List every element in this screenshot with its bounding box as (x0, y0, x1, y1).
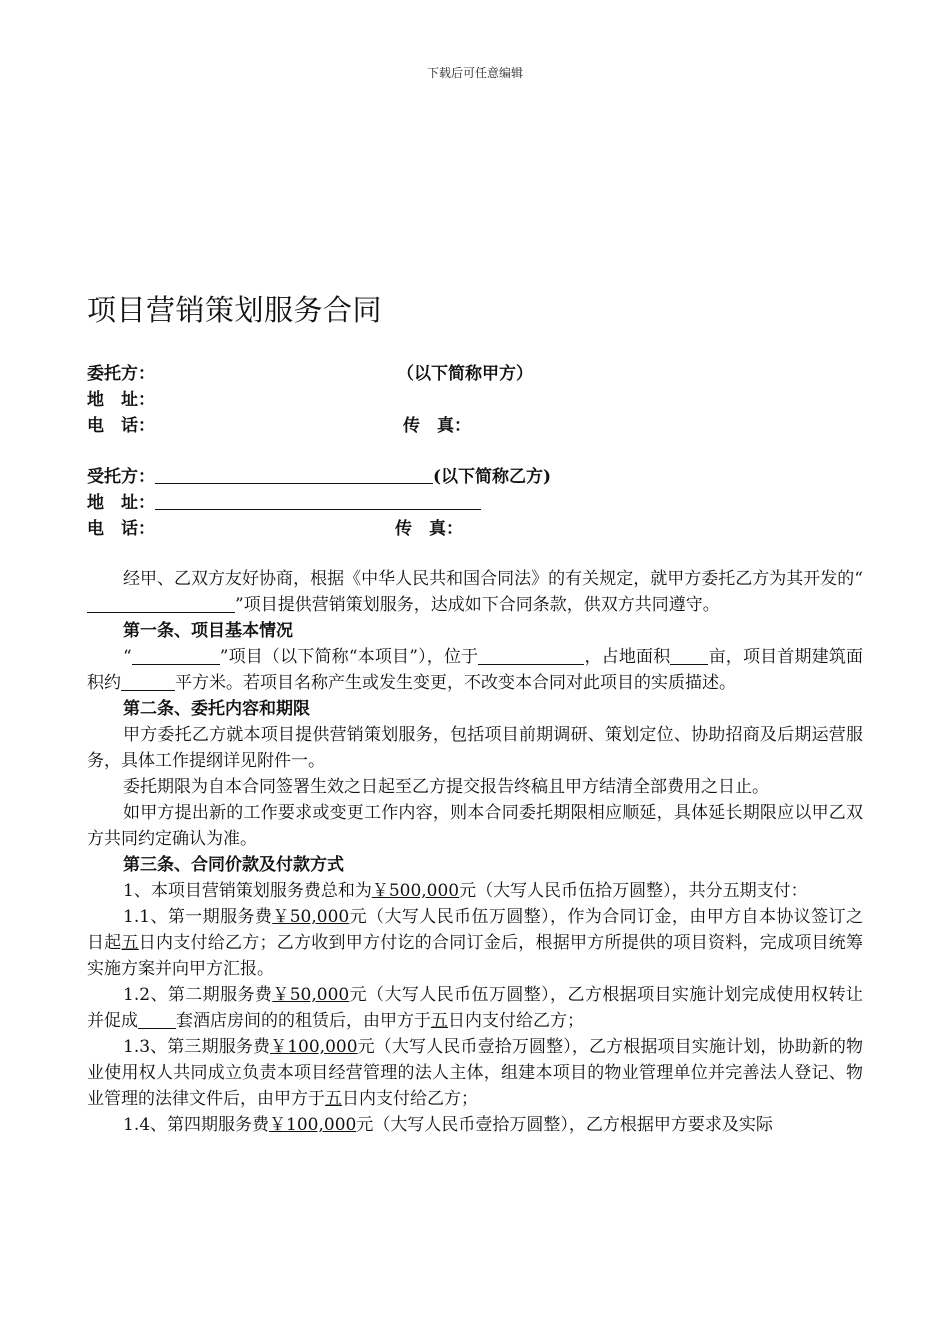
location-blank[interactable] (478, 646, 584, 665)
article-1-heading: 第一条、项目基本情况 (123, 621, 293, 641)
intro-paragraph (87, 566, 863, 618)
article-1-paragraph (87, 644, 863, 696)
payment-1-2-amount: ￥50,000 (272, 985, 350, 1005)
article-2-heading: 第二条、委托内容和期限 (123, 699, 310, 719)
payment-1-2-days: 五 (431, 1011, 448, 1031)
client-suffix: （以下简称甲方） (397, 364, 533, 384)
article-2-paragraph-1: 甲方委托乙方就本项目提供营销策划服务，包括项目前期调研、策划定位、协助招商及后期运营服务，具体工作提纲详见附件一。 (87, 725, 863, 771)
payment-1-1 (87, 904, 863, 982)
payment-1-1-amount: ￥50,000 (272, 907, 350, 927)
party-b-agent-row (87, 464, 787, 490)
article-1-text-3: ，占地面积 (584, 647, 671, 667)
intro-text-a: 经甲、乙双方友好协商，根据《中华人民共和国合同法》的有关规定，就甲方委托乙方为其开发的“ (123, 569, 863, 589)
payment-1-4-text-a: 1.4、第四期服务费 (123, 1115, 270, 1135)
party-a-address-row (87, 387, 787, 413)
land-area-blank[interactable] (670, 646, 708, 665)
document-title: 项目营销策划服务合同 (87, 293, 383, 327)
article-1-text-5: 平方米。若项目名称产生或发生变更，不改变本合同对此项目的实质描述。 (175, 673, 736, 693)
building-area-blank[interactable] (121, 672, 175, 691)
payment-1-4-text-b: 元（大写人民币壹拾万圆整），乙方根据甲方要求及实际 (356, 1115, 773, 1135)
payment-1-3-amount: ￥100,000 (270, 1037, 358, 1057)
project-name-blank[interactable] (87, 594, 235, 613)
client-label: 委托方： (87, 364, 155, 384)
phone-label: 电 话： (87, 519, 155, 539)
party-a-phone-row (87, 413, 787, 439)
address-label: 地 址： (87, 390, 155, 410)
payment-1-4-amount: ￥100,000 (269, 1115, 357, 1135)
party-b-phone-row (87, 516, 787, 542)
agent-label: 受托方： (87, 467, 155, 487)
payment-1-2 (87, 982, 863, 1034)
payment-1-1-text-a: 1.1、第一期服务费 (123, 907, 273, 927)
fax-label: 传 真： (403, 416, 471, 436)
party-b-address-row (87, 490, 787, 516)
party-a-client-row (87, 361, 787, 387)
article-1-text-2: ”项目（以下简称“本项目”），位于 (219, 647, 479, 667)
phone-label: 电 话： (87, 416, 155, 436)
room-count-blank[interactable] (138, 1010, 176, 1029)
contract-body (87, 566, 863, 1138)
payment-1-3-days: 五 (325, 1089, 342, 1109)
project-title-blank[interactable] (132, 646, 220, 665)
total-fee-amount: ￥500,000 (371, 881, 460, 901)
agent-address-blank[interactable] (155, 491, 481, 510)
payment-1-3 (87, 1034, 863, 1112)
payment-1-3-text-c: 日内支付给乙方； (342, 1089, 478, 1109)
header-note: 下载后可任意编辑 (426, 66, 523, 80)
fee-text-a: 1、本项目营销策划服务费总和为 (123, 881, 372, 901)
payment-1-2-text-c: 套酒店房间的的租赁后，由甲方于 (176, 1011, 431, 1031)
intro-text-b: ”项目提供营销策划服务，达成如下合同条款，供双方共同遵守。 (235, 595, 720, 615)
article-2-paragraph-3: 如甲方提出新的工作要求或变更工作内容，则本合同委托期限相应顺延，具体延长期限应以甲乙双方共同约定确认为准。 (87, 803, 863, 849)
party-b-block (87, 464, 787, 542)
payment-1-1-text-b: 元（大写人民币伍万圆整），作为合同订金，由甲方自本协议签订之日起 (87, 907, 864, 953)
fax-label: 传 真： (395, 519, 463, 539)
fee-text-b: 元（大写人民币伍拾万圆整），共分五期支付： (459, 881, 808, 901)
article-1-text-1: “ (123, 647, 132, 667)
article-2-paragraph-2: 委托期限为自本合同签署生效之日起至乙方提交报告终稿且甲方结清全部费用之日止。 (123, 777, 769, 797)
payment-1-2-text-d: 日内支付给乙方； (448, 1011, 584, 1031)
payment-1-1-days: 五 (121, 933, 139, 953)
agent-name-blank[interactable] (155, 465, 433, 484)
article-1-text-4: 亩，项目首期建筑面积约 (87, 647, 864, 693)
payment-1-4 (87, 1112, 863, 1138)
article-3-heading: 第三条、合同价款及付款方式 (123, 855, 344, 875)
payment-1-2-text-a: 1.2、第二期服务费 (123, 985, 273, 1005)
payment-1-3-text-a: 1.3、第三期服务费 (123, 1037, 271, 1057)
payment-1-1-text-c: 日内支付给乙方；乙方收到甲方付讫的合同订金后，根据甲方所提供的项目资料，完成项目统筹实施方案并向甲方汇报。 (87, 933, 863, 979)
agent-suffix: (以下简称乙方) (433, 467, 552, 487)
address-label: 地 址： (87, 493, 155, 513)
payment-1-3-text-b: 元（大写人民币壹拾万圆整），乙方根据项目实施计划，协助新的物业使用权人共同成立负责本项目经营管理的法人主体，组建本项目的物业管理单位并完善法人登记、物业管理的法律文件后，由甲方于 (87, 1037, 863, 1109)
payment-1-2-text-b: 元（大写人民币伍万圆整），乙方根据项目实施计划完成使用权转让并促成 (87, 985, 864, 1031)
article-3-paragraph-1 (87, 878, 863, 904)
party-a-block (87, 361, 787, 439)
